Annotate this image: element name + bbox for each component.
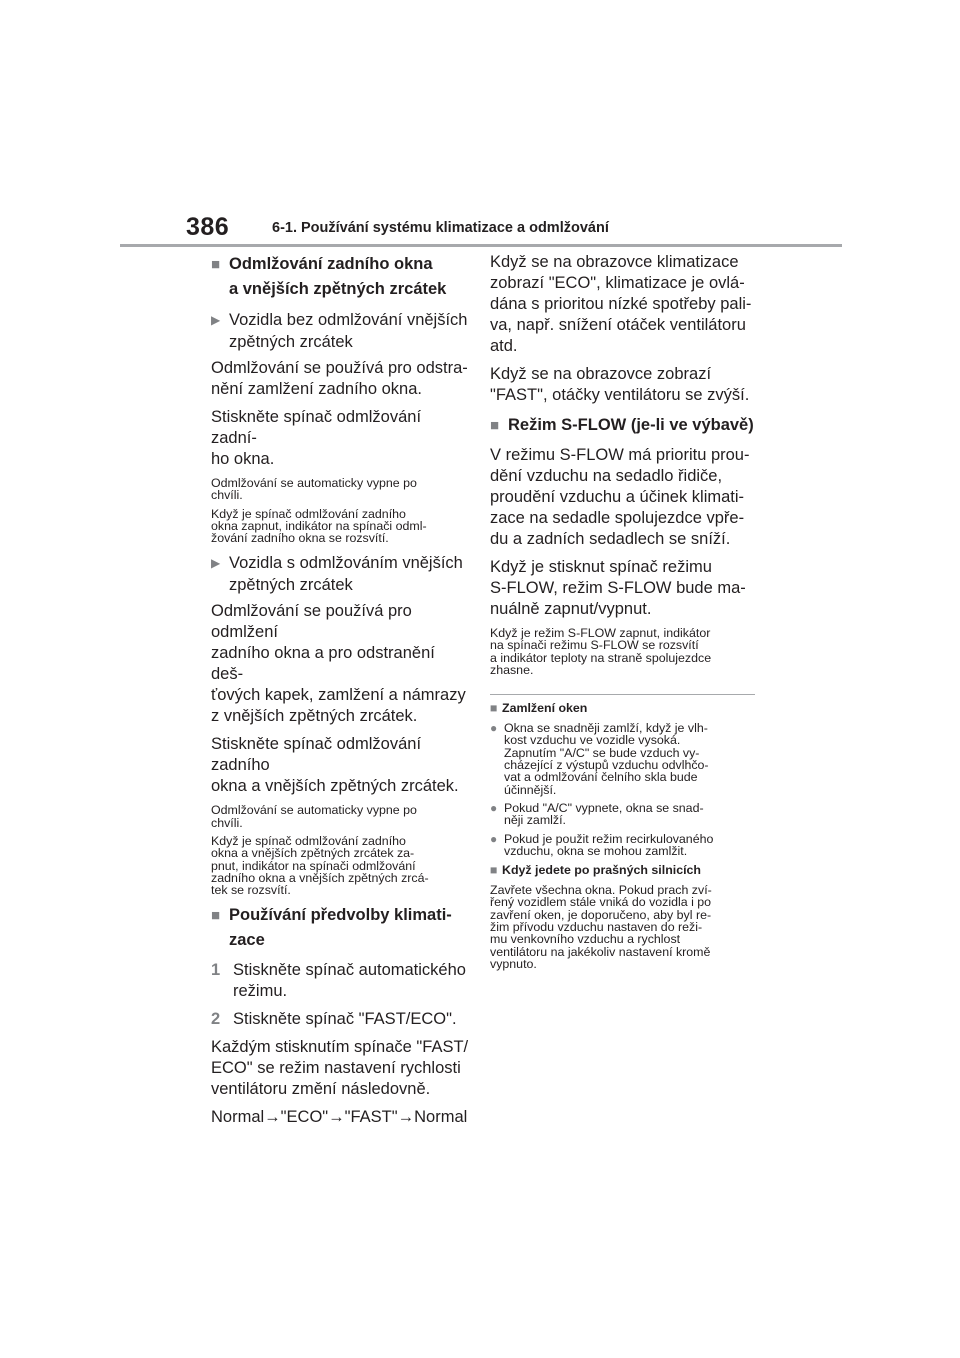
note-heading-dusty-roads — [490, 863, 755, 878]
page-header — [0, 0, 960, 250]
note-heading-text: Zamlžení oken — [502, 701, 588, 716]
paragraph: Stiskněte spínač odmlžování zadní- ho okna. — [211, 408, 422, 468]
paragraph: Stiskněte spínač odmlžování zadního okna a vnějších zpětných zrcátek. — [211, 735, 459, 796]
note-text: Když je režim S-FLOW zapnut, indikátor na spínači režimu S-FLOW se rozsvítí a indikátor teploty na straně spolujezdce zhasne. — [490, 626, 712, 677]
paragraph: V režimu S-FLOW má prioritu prou- dění vzduchu na sedadlo řidiče, proudění vzduchu a účinek klimati- zace na sedadle spolujezdce vpře- du a zadních sedadlech se sníží. — [490, 446, 750, 548]
note-text: Když je spínač odmlžování zadního okna a vnějších zpětných zrcátek za- pnut, indikátor na spínači odmlžování zadního okna a vnějších zpětných zrcá- tek se rozsvítí. — [211, 834, 429, 898]
heading-s-flow — [490, 413, 755, 438]
step-number: 1 — [211, 960, 221, 979]
triangle-bullet-icon: ▶ — [211, 556, 221, 571]
paragraph: Když se na obrazovce zobrazí "FAST", otáčky ventilátoru se zvýší. — [490, 365, 750, 404]
heading-rear-defogger — [211, 252, 471, 302]
paragraph: Když je stisknut spínač režimu S-FLOW, režim S-FLOW bude ma- nuálně zapnut/vypnut. — [490, 558, 746, 618]
paragraph: Odmlžování se používá pro odstra- nění zamlžení zadního okna. — [211, 359, 468, 398]
note-text: Když je spínač odmlžování zadního okna zapnut, indikátor na spínači odml- žování zadního okna se rozsvítí. — [211, 506, 427, 546]
paragraph: Odmlžování se používá pro odmlžení zadního okna a pro odstranění deš- ťových kapek, zamlžení a námrazy z vnějších zpětných zrcátek. — [211, 602, 466, 726]
circle-bullet-icon: ● — [490, 721, 498, 736]
note-bullet — [490, 833, 755, 858]
square-bullet-icon: ■ — [490, 417, 500, 434]
notes-divider — [490, 694, 755, 695]
circle-bullet-icon: ● — [490, 800, 498, 815]
heading-text: Odmlžování zadního okna a vnějších zpětných zrcátek — [229, 255, 447, 298]
step-text: Stiskněte spínač automatického režimu. — [233, 960, 466, 1000]
note-heading-fogging — [490, 701, 755, 716]
circle-bullet-icon: ● — [490, 831, 498, 846]
square-bullet-icon: ■ — [211, 906, 221, 924]
heading-text: Používání předvolby klimati- zace — [229, 905, 452, 949]
note-bullet-text: Okna se snadněji zamlží, když je vlh- kost vzduchu ve vozidle vysoká. Zapnutím "A/C" se bude vzduch vy- cházející z výstupů vzduchu odvlhčo- vat a odmlžování čelního skla bude účinnější. — [504, 721, 709, 797]
triangle-bullet-icon: ▶ — [211, 313, 221, 327]
note-bullet-text: Pokud "A/C" vypnete, okna se snad- něji zamlží. — [504, 800, 704, 828]
right-column — [490, 252, 755, 976]
note-bullet — [490, 722, 755, 796]
subheading-without-mirror-defoggers — [211, 309, 471, 353]
step-number: 2 — [211, 1009, 221, 1028]
note-heading-text: Když jedete po prašných silnicích — [502, 863, 701, 878]
note-text: Odmlžování se automaticky vypne po chvíli. — [211, 803, 417, 830]
square-bullet-icon: ■ — [490, 701, 498, 716]
square-bullet-icon: ■ — [211, 256, 221, 273]
section-title: 6-1. Používání systému klimatizace a odmlžování — [272, 220, 609, 236]
note-text: Odmlžování se automaticky vypne po chvíli. — [211, 476, 417, 503]
subheading-text: Vozidla s odmlžováním vnějších zpětných zrcátek — [229, 554, 463, 595]
left-column — [211, 252, 471, 1135]
square-bullet-icon: ■ — [490, 863, 498, 878]
page-number: 386 — [186, 213, 230, 241]
note-bullet-text: Pokud je použit režim recirkulovaného vzduchu, okna se mohou zamlžit. — [504, 831, 714, 858]
subheading-text: Vozidla bez odmlžování vnějších zpětných zrcátek — [229, 311, 468, 351]
step-item — [211, 1009, 471, 1030]
heading-text: Režim S-FLOW (je-li ve výbavě) — [508, 416, 754, 434]
heading-preset — [211, 903, 471, 953]
step-item — [211, 960, 471, 1002]
paragraph: Když se na obrazovce klimatizace zobrazí "ECO", klimatizace je ovlá- dána s prioritou nízké spotřeby pali- va, např. snížení otáček ventilátoru atd. — [490, 253, 752, 355]
header-rule — [120, 244, 842, 247]
note-bullet — [490, 802, 755, 827]
paragraph: Normal→"ECO"→"FAST"→Normal — [211, 1107, 468, 1126]
subheading-with-mirror-defoggers — [211, 552, 471, 596]
paragraph: Každým stisknutím spínače "FAST/ ECO" se režim nastavení rychlosti ventilátoru změní následovně. — [211, 1037, 469, 1098]
note-paragraph: Zavřete všechna okna. Pokud prach zví- řený vozidlem stále vniká do vozidla i po zavření oken, je doporučeno, aby byl re- žim přívodu vzduchu nastaven do reži- mu venkovního vzduchu a rychlost ventilátoru na jakékoliv nastavení kromě vypnuto. — [490, 883, 712, 971]
step-text: Stiskněte spínač "FAST/ECO". — [233, 1009, 457, 1028]
